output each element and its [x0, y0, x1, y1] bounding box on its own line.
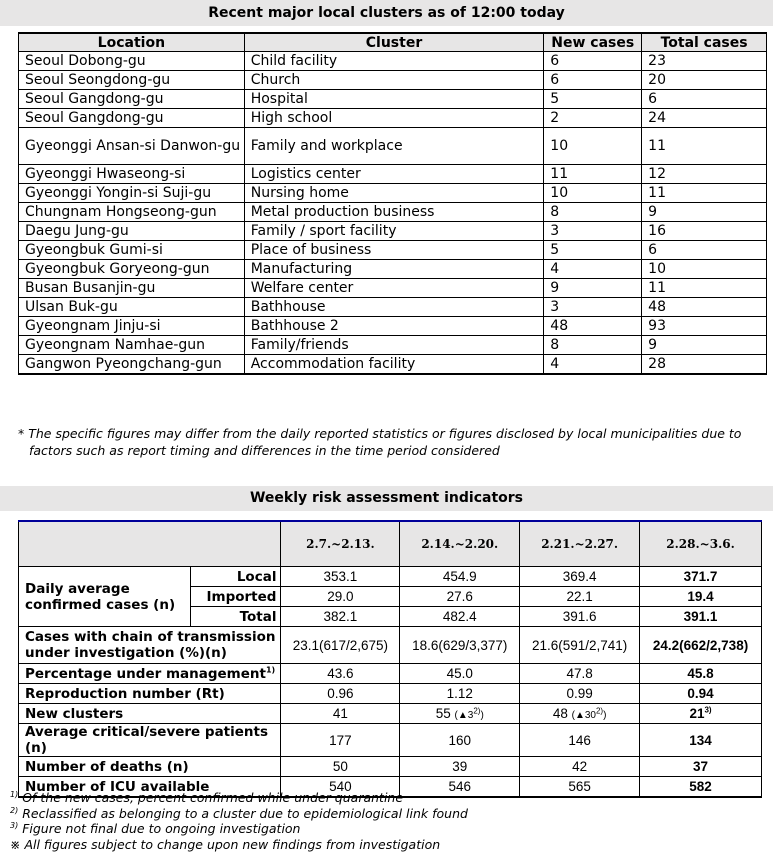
icu-1: 540 — [281, 777, 400, 798]
chain-3: 21.6(591/2,741) — [520, 627, 640, 664]
note-line-2: factors such as report timing and differences in the time period considered — [29, 443, 500, 458]
period-2: 2.14.~2.20. — [400, 521, 520, 567]
period-1: 2.7.~2.13. — [281, 521, 400, 567]
cluster-cell: Manufacturing — [244, 260, 544, 279]
new-cases-cell: 8 — [544, 336, 642, 355]
daily-local-2: 454.9 — [400, 567, 520, 587]
icu-2: 546 — [400, 777, 520, 798]
chain-row — [19, 627, 762, 664]
total-cases-cell: 11 — [642, 184, 767, 203]
cluster-cell: Welfare center — [244, 279, 544, 298]
new-clusters-2-close: ) — [480, 710, 484, 721]
new-cases-cell: 3 — [544, 222, 642, 241]
new-clusters-3-value: 48 — [552, 706, 568, 721]
table-row — [19, 298, 767, 317]
footnote-3 — [10, 821, 750, 837]
mgmt-label-cell — [19, 664, 281, 684]
total-cases-cell: 6 — [642, 90, 767, 109]
new-cases-cell: 4 — [544, 260, 642, 279]
clusters-note — [18, 425, 748, 459]
cluster-cell: Hospital — [244, 90, 544, 109]
icu-4: 582 — [640, 777, 762, 798]
new-cases-cell: 4 — [544, 355, 642, 375]
deaths-row — [19, 757, 762, 777]
clusters-table — [18, 32, 767, 375]
location-cell: Seoul Dobong-gu — [19, 52, 245, 71]
critical-row — [19, 724, 762, 757]
location-cell: Seoul Gangdong-gu — [19, 109, 245, 128]
deaths-2: 39 — [400, 757, 520, 777]
icu-label: Number of ICU available — [19, 777, 281, 798]
critical-1: 177 — [281, 724, 400, 757]
total-cases-cell: 10 — [642, 260, 767, 279]
table-row — [19, 90, 767, 109]
new-clusters-2-reclass: (▲3 — [454, 710, 474, 721]
total-cases-cell: 11 — [642, 128, 767, 165]
cluster-cell: Metal production business — [244, 203, 544, 222]
mgmt-1: 43.6 — [281, 664, 400, 684]
cluster-cell: Family/friends — [244, 336, 544, 355]
daily-imported-1: 29.0 — [281, 587, 400, 607]
new-cases-cell: 3 — [544, 298, 642, 317]
table-row — [19, 109, 767, 128]
location-cell: Seoul Seongdong-gu — [19, 71, 245, 90]
footnote-3-mark: 3) — [10, 820, 19, 830]
cluster-cell: High school — [244, 109, 544, 128]
new-clusters-2-value: 55 — [435, 706, 451, 721]
footnote-1 — [10, 790, 750, 806]
location-cell: Gyeonggi Yongin-si Suji-gu — [19, 184, 245, 203]
location-cell: Chungnam Hongseong-gun — [19, 203, 245, 222]
daily-row-local — [19, 567, 762, 587]
new-clusters-3-mark: 2) — [595, 706, 604, 716]
daily-total-2: 482.4 — [400, 607, 520, 627]
total-cases-cell: 20 — [642, 71, 767, 90]
daily-imported-4: 19.4 — [640, 587, 762, 607]
new-cases-cell: 6 — [544, 71, 642, 90]
col-location: Location — [19, 33, 245, 52]
deaths-3: 42 — [520, 757, 640, 777]
new-clusters-2 — [400, 704, 520, 724]
daily-imported-2: 27.6 — [400, 587, 520, 607]
cluster-cell: Family / sport facility — [244, 222, 544, 241]
daily-sub-total: Total — [190, 607, 281, 627]
daily-total-4: 391.1 — [640, 607, 762, 627]
new-cases-cell: 8 — [544, 203, 642, 222]
new-clusters-2-mark: 2) — [473, 706, 481, 716]
footnote-1-text: Of the new cases, percent confirmed while under quarantine — [22, 790, 404, 805]
cluster-cell: Place of business — [244, 241, 544, 260]
table-row — [19, 71, 767, 90]
table-row — [19, 260, 767, 279]
cluster-cell: Church — [244, 71, 544, 90]
footnote-2-mark: 2) — [10, 805, 19, 815]
daily-local-3: 369.4 — [520, 567, 640, 587]
new-clusters-4 — [640, 704, 762, 724]
rt-3: 0.99 — [520, 684, 640, 704]
mgmt-3: 47.8 — [520, 664, 640, 684]
location-cell: Daegu Jung-gu — [19, 222, 245, 241]
new-clusters-4-mark: 3) — [704, 705, 712, 715]
rt-row — [19, 684, 762, 704]
rt-2: 1.12 — [400, 684, 520, 704]
location-cell: Gyeongbuk Goryeong-gun — [19, 260, 245, 279]
new-cases-cell: 9 — [544, 279, 642, 298]
chain-4: 24.2(662/2,738) — [640, 627, 762, 664]
location-cell: Gyeonggi Ansan-si Danwon-gu — [19, 128, 245, 165]
weekly-table — [18, 520, 762, 798]
col-new-cases: New cases — [544, 33, 642, 52]
daily-sub-imported: Imported — [190, 587, 281, 607]
table-row — [19, 165, 767, 184]
total-cases-cell: 28 — [642, 355, 767, 375]
table-row — [19, 128, 767, 165]
table-row — [19, 317, 767, 336]
mgmt-4: 45.8 — [640, 664, 762, 684]
new-clusters-label: New clusters — [19, 704, 281, 724]
deaths-label: Number of deaths (n) — [19, 757, 281, 777]
mgmt-row — [19, 664, 762, 684]
critical-label: Average critical/severe patients (n) — [19, 724, 281, 757]
location-cell: Seoul Gangdong-gu — [19, 90, 245, 109]
critical-3: 146 — [520, 724, 640, 757]
weekly-title: Weekly risk assessment indicators — [0, 486, 773, 511]
location-cell: Gyeongnam Namhae-gun — [19, 336, 245, 355]
clusters-title: Recent major local clusters as of 12:00 today — [0, 0, 773, 26]
mgmt-2: 45.0 — [400, 664, 520, 684]
mgmt-footnote-mark: 1) — [265, 665, 276, 674]
clusters-body — [19, 52, 767, 375]
weekly-corner — [19, 521, 281, 567]
table-row — [19, 203, 767, 222]
daily-imported-3: 22.1 — [520, 587, 640, 607]
cluster-cell: Bathhouse — [244, 298, 544, 317]
new-clusters-3-extra — [571, 706, 607, 721]
rt-1: 0.96 — [281, 684, 400, 704]
table-row — [19, 52, 767, 71]
new-cases-cell: 6 — [544, 52, 642, 71]
table-row — [19, 355, 767, 375]
total-cases-cell: 23 — [642, 52, 767, 71]
rt-4: 0.94 — [640, 684, 762, 704]
deaths-4: 37 — [640, 757, 762, 777]
table-row — [19, 241, 767, 260]
footnotes — [10, 790, 750, 852]
daily-local-1: 353.1 — [281, 567, 400, 587]
new-clusters-3 — [520, 704, 640, 724]
new-clusters-2-extra — [454, 706, 484, 721]
table-row — [19, 222, 767, 241]
location-cell: Gyeonggi Hwaseong-si — [19, 165, 245, 184]
location-cell: Ulsan Buk-gu — [19, 298, 245, 317]
cluster-cell: Nursing home — [244, 184, 544, 203]
new-cases-cell: 10 — [544, 184, 642, 203]
chain-2: 18.6(629/3,377) — [400, 627, 520, 664]
table-row — [19, 279, 767, 298]
new-cases-cell: 11 — [544, 165, 642, 184]
critical-2: 160 — [400, 724, 520, 757]
weekly-header-row — [19, 521, 762, 567]
col-total-cases: Total cases — [642, 33, 767, 52]
chain-label: Cases with chain of transmission under investigation (%)(n) — [19, 627, 281, 664]
icu-3: 565 — [520, 777, 640, 798]
location-cell: Gangwon Pyeongchang-gun — [19, 355, 245, 375]
total-cases-cell: 12 — [642, 165, 767, 184]
total-cases-cell: 48 — [642, 298, 767, 317]
total-cases-cell: 16 — [642, 222, 767, 241]
new-clusters-row — [19, 704, 762, 724]
note-line-1: * The specific figures may differ from the daily reported statistics or figures disclosed by local municipalities due to — [18, 426, 742, 441]
col-cluster: Cluster — [244, 33, 544, 52]
new-cases-cell: 48 — [544, 317, 642, 336]
footnote-2 — [10, 806, 750, 822]
location-cell: Gyeongnam Jinju-si — [19, 317, 245, 336]
daily-label: Daily average confirmed cases (n) — [19, 567, 191, 627]
new-cases-cell: 10 — [544, 128, 642, 165]
table-row — [19, 184, 767, 203]
new-cases-cell: 2 — [544, 109, 642, 128]
new-clusters-4-value: 21 — [689, 706, 705, 721]
cluster-cell: Logistics center — [244, 165, 544, 184]
cluster-cell: Accommodation facility — [244, 355, 544, 375]
daily-total-3: 391.6 — [520, 607, 640, 627]
total-cases-cell: 9 — [642, 203, 767, 222]
chain-1: 23.1(617/2,675) — [281, 627, 400, 664]
new-clusters-3-close: ) — [603, 710, 607, 721]
total-cases-cell: 11 — [642, 279, 767, 298]
daily-total-1: 382.1 — [281, 607, 400, 627]
period-4: 2.28.~3.6. — [640, 521, 762, 567]
table-row — [19, 336, 767, 355]
footnote-1-mark: 1) — [10, 789, 19, 799]
daily-local-4: 371.7 — [640, 567, 762, 587]
location-cell: Busan Busanjin-gu — [19, 279, 245, 298]
daily-sub-local: Local — [190, 567, 281, 587]
clusters-header-row — [19, 33, 767, 52]
mgmt-label: Percentage under management — [25, 665, 266, 682]
new-clusters-3-reclass: (▲30 — [571, 710, 596, 721]
cluster-cell: Family and workplace — [244, 128, 544, 165]
footnote-3-text: Figure not final due to ongoing investigation — [22, 821, 301, 836]
cluster-cell: Bathhouse 2 — [244, 317, 544, 336]
cluster-cell: Child facility — [244, 52, 544, 71]
new-cases-cell: 5 — [544, 241, 642, 260]
footnote-4: ※ All figures subject to change upon new findings from investigation — [10, 836, 441, 852]
footnote-2-text: Reclassified as belonging to a cluster due to epidemiological link found — [22, 805, 468, 821]
location-cell: Gyeongbuk Gumi-si — [19, 241, 245, 260]
total-cases-cell: 24 — [642, 109, 767, 128]
total-cases-cell: 9 — [642, 336, 767, 355]
period-3: 2.21.~2.27. — [520, 521, 640, 567]
new-clusters-1: 41 — [281, 704, 400, 724]
critical-4: 134 — [640, 724, 762, 757]
total-cases-cell: 6 — [642, 241, 767, 260]
deaths-1: 50 — [281, 757, 400, 777]
rt-label: Reproduction number (Rt) — [19, 684, 281, 704]
total-cases-cell: 93 — [642, 317, 767, 336]
new-cases-cell: 5 — [544, 90, 642, 109]
